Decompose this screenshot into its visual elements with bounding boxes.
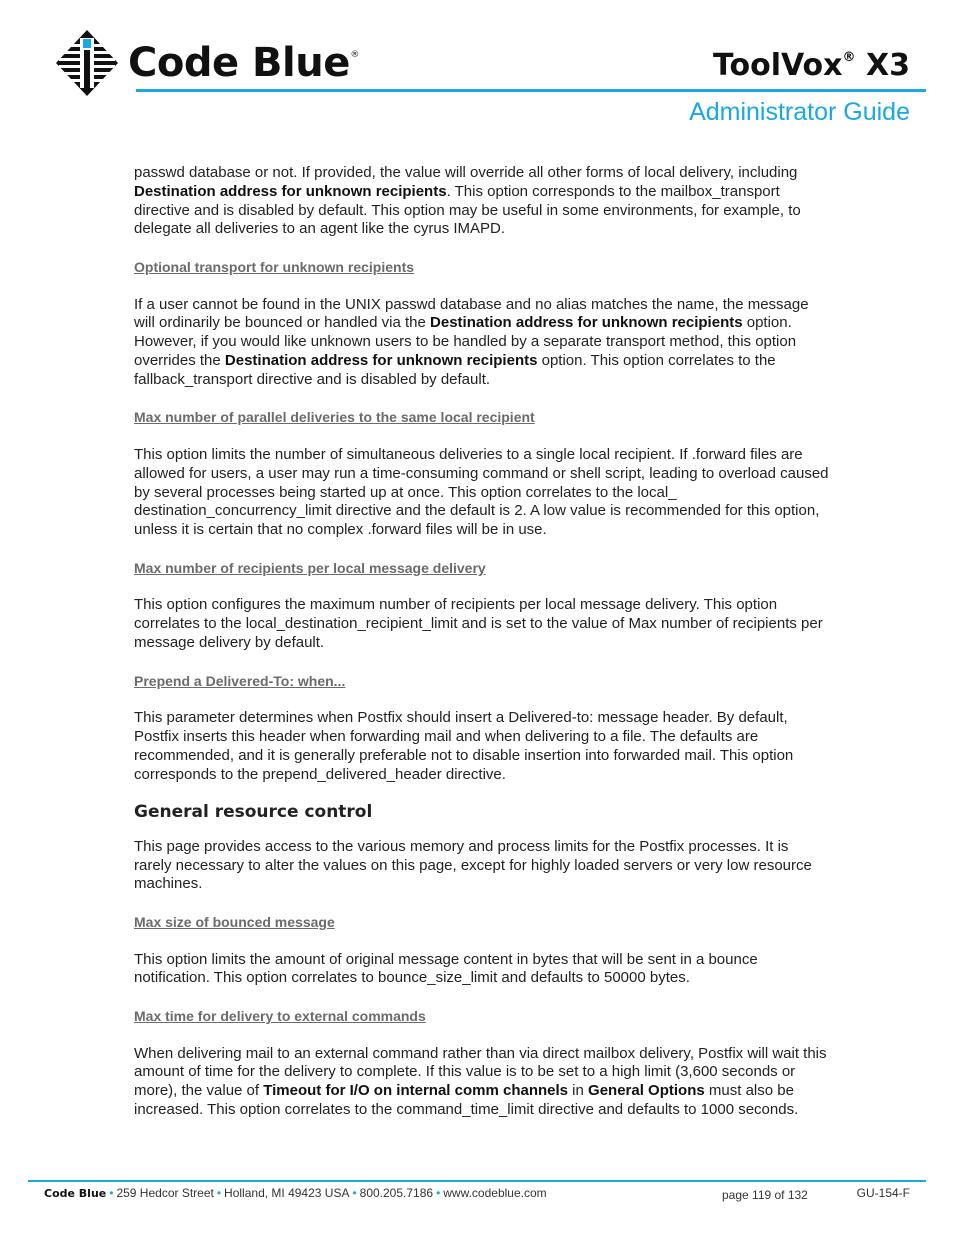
page-number: page 119 of 132 [722,1188,808,1202]
subheading: Prepend a Delivered-To: when... [134,672,346,689]
subheading: Max time for delivery to external commands [134,1008,426,1025]
page-footer: Code Blue • 259 Hedcor Street • Holland, MI 49423 USA • 800.205.7186 • www.codeblue.com page 119 of 132 GU-154-F [44,1186,910,1202]
subheading: Max number of recipients per local message delivery [134,559,486,576]
product-title: ToolVox® X3 [713,48,910,83]
footer-website: www.codeblue.com [443,1186,547,1200]
footer-divider [28,1180,926,1182]
paragraph: This option limits the amount of original message content in bytes that will be sent in a bounce notification. This option correlates to bounce_size_limit and defaults to 50000 bytes. [134,950,758,987]
footer-phone: 800.205.7186 [359,1186,434,1200]
subheading: Max number of parallel deliveries to the same local recipient [134,409,535,426]
footer-address: 259 Hedcor Street [116,1186,214,1200]
code-blue-logo [56,30,359,96]
page-content [134,164,830,1139]
paragraph: This parameter determines when Postfix should insert a Delivered-to: message header. By default, Postfix inserts this header when forwarding mail and when delivering to a file. The defaults are recommended, and it is generally preferable not to disable insertion into forwarded mail. This option corresponds to the prepend_delivered_header directive. [134,709,794,783]
subheading: Optional transport for unknown recipients [134,258,415,275]
paragraph: This option configures the maximum number of recipients per local message delivery. This option correlates to the local_destination_recipient_limit and is set to the value of Max number of recipients per message delivery by default. [134,596,823,651]
header-divider [136,89,926,92]
document-subtitle: Administrator Guide [689,98,910,126]
paragraph: If a user cannot be found in the UNIX passwd database and no alias matches the name, the message will ordinarily be bounced or handled via the Destination address for unknown recipients option. However, if you would like unknown users to be handled by a separate transport method, this option overrides the Destination address for unknown recipients option. This option correlates to the fallback_transport directive and is disabled by default. [134,295,809,388]
paragraph: When delivering mail to an external command rather than via direct mailbox delivery, Postfix will wait this amount of time for the delivery to complete. If this value is to be set to a high limit (3,600 seconds or more), the value of Timeout for I/O on internal comm channels in General Options must also be increased. This option correlates to the command_time_limit directive and defaults to 1000 seconds. [134,1044,827,1119]
subheading: Max size of bounced message [134,914,335,931]
code-blue-tower-icon [56,30,118,96]
footer-city: Holland, MI 49423 USA [224,1186,350,1200]
page-header [0,0,954,135]
paragraph: This page provides access to the various memory and process limits for the Postfix processes. It is rarely necessary to alter the values on this page, except for highly loaded servers or very low resource machines. [134,837,812,893]
paragraph: passwd database or not. If provided, the value will override all other forms of local delivery, including Destination address for unknown recipients. This option corresponds to the mailbox_transport directive and is disabled by default. This option may be useful in some environments, for example, to delegate all deliveries to an agent like the cyrus IMAPD. [134,164,801,238]
document-id: GU-154-F [856,1186,910,1200]
footer-brand: Code Blue [44,1187,107,1200]
logo-wordmark: Code Blue ® [128,40,359,86]
section-heading: General resource control [134,802,373,823]
paragraph: This option limits the number of simultaneous deliveries to a single local recipient. If .forward files are allowed for users, a user may run a time-consuming command or shell script, leading to overload caused by several processes being started up at once. This option correlates to the local_ destination_concurrency_limit directive and the default is 2. A low value is recommended for this option, unless it is certain that no complex .forward files will be in use. [134,445,829,539]
